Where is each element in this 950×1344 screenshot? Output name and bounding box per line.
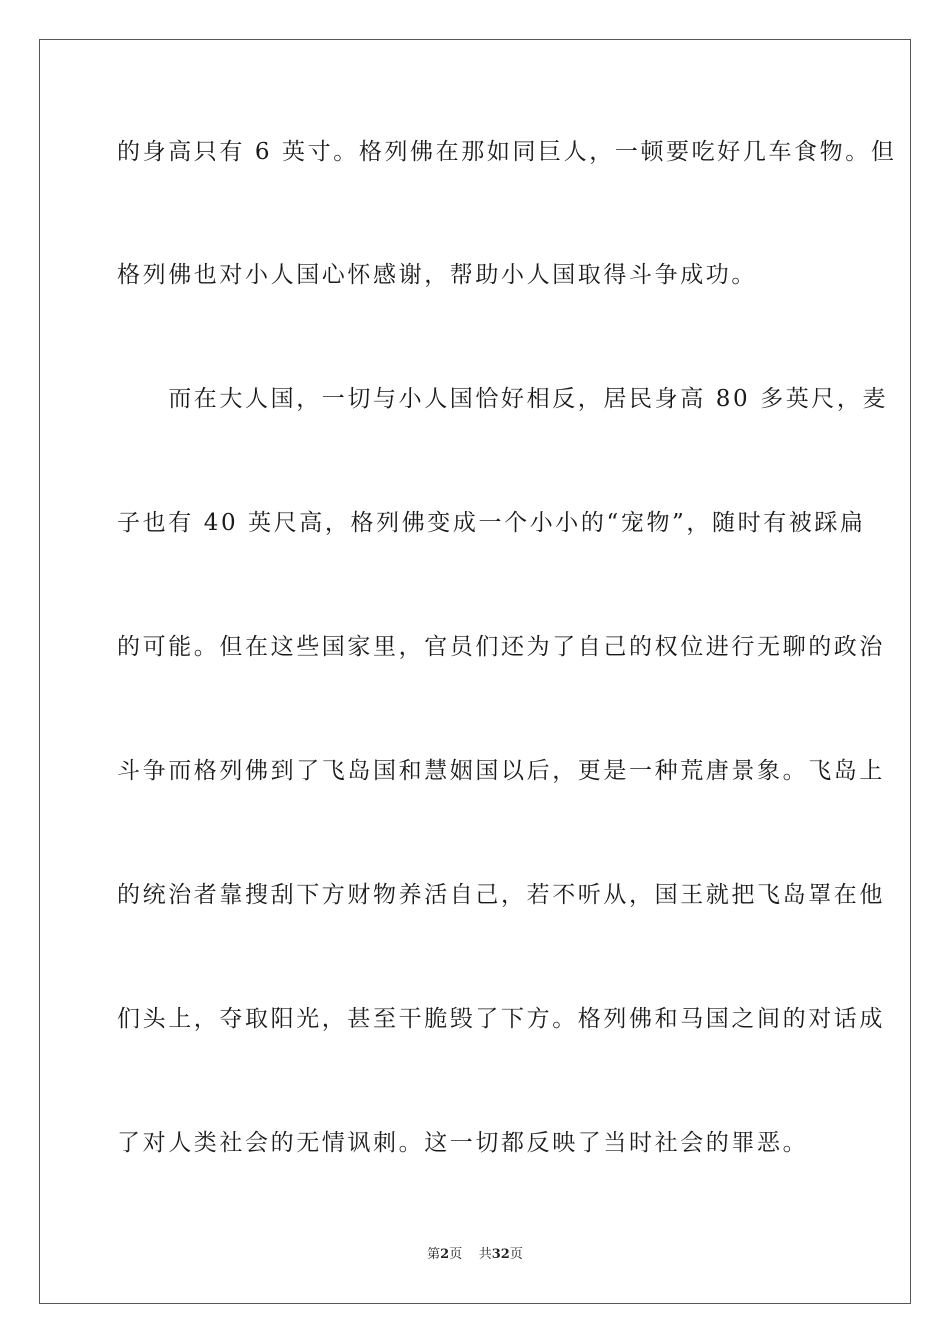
body-text-line: 格列佛也对小人国心怀感谢，帮助小人国取得斗争成功。 [117,262,757,288]
footer-total-prefix: 共 [478,1247,492,1262]
footer-prefix: 第 [427,1247,441,1262]
body-text-line: 而在大人国，一切与小人国恰好相反，居民身高 80 多英尺，麦 [117,386,889,412]
body-text-line: 的统治者靠搜刮下方财物养活自己，若不听从，国王就把飞岛罩在他 [117,882,885,908]
footer-total-suffix: 页 [509,1247,523,1262]
total-page-count: 32 [491,1247,510,1262]
body-text-line: 的可能。但在这些国家里，官员们还为了自己的权位进行无聊的政治 [117,634,885,660]
current-page-number: 2 [440,1247,450,1262]
footer-page-suffix: 页 [449,1247,463,1262]
body-text-line: 了对人类社会的无情讽刺。这一切都反映了当时社会的罪恶。 [117,1130,809,1156]
body-text-line: 斗争而格列佛到了飞岛国和慧姻国以后，更是一种荒唐景象。飞岛上 [117,758,885,784]
body-text-line: 的身高只有 6 英寸。格列佛在那如同巨人，一顿要吃好几车食物。但 [117,139,897,165]
body-text-line: 子也有 40 英尺高，格列佛变成一个小小的“宠物”，随时有被踩扁 [117,510,866,536]
page-footer [0,1246,950,1264]
page-frame [39,39,911,1304]
body-text-line: 们头上，夺取阳光，甚至干脆毁了下方。格列佛和马国之间的对话成 [117,1006,885,1032]
